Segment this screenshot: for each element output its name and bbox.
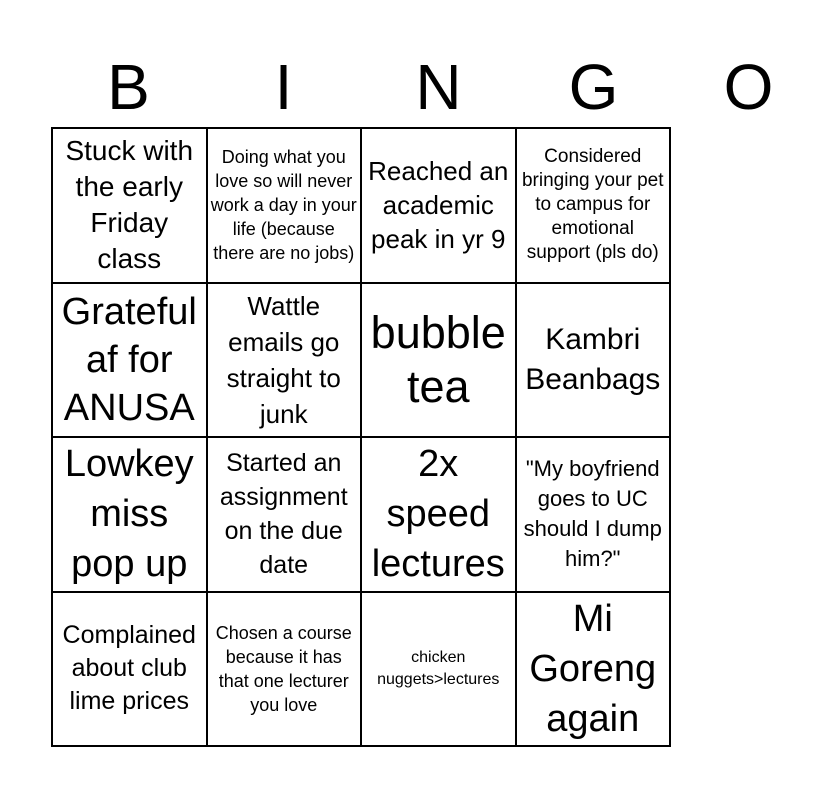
cell-text: 2x speed lectures xyxy=(371,443,505,586)
bingo-cell-r1c1[interactable] xyxy=(53,129,208,284)
cell-text: Mi Goreng again xyxy=(529,597,657,740)
bingo-cell-r3c1[interactable] xyxy=(53,438,208,593)
bingo-cell-r2c1[interactable] xyxy=(53,284,208,439)
bingo-cell-r3c4[interactable] xyxy=(517,438,672,593)
bingo-cell-r1c4[interactable] xyxy=(517,129,672,284)
cell-text: Complained about club lime prices xyxy=(62,621,196,716)
header-letter-i: I xyxy=(274,51,293,123)
bingo-cell-r1c3[interactable] xyxy=(362,129,517,284)
bingo-cell-r2c4[interactable] xyxy=(517,284,672,439)
cell-text: Stuck with the early Friday class xyxy=(65,135,194,275)
bingo-cell-r4c1[interactable] xyxy=(53,593,208,748)
cell-text: Considered bringing your pet to campus for emotional support (pls do) xyxy=(521,146,664,264)
bingo-header xyxy=(51,51,774,123)
cell-text: Started an assignment on the due date xyxy=(219,449,348,580)
cell-text: Doing what you love so will never work a day in your life (because there are no jobs) xyxy=(210,147,357,264)
bingo-cell-r3c3[interactable] xyxy=(362,438,517,593)
header-letter-o: O xyxy=(723,51,774,123)
cell-text: "My boyfriend goes to UC should I dump him?" xyxy=(523,456,662,572)
bingo-cell-r2c2[interactable] xyxy=(208,284,363,439)
header-letter-b: B xyxy=(107,51,150,123)
cell-text: Kambri Beanbags xyxy=(525,322,661,396)
bingo-cell-r4c3[interactable] xyxy=(362,593,517,748)
cell-text: chicken nuggets>lectures xyxy=(377,648,500,688)
cell-text: Lowkey miss pop up xyxy=(64,443,194,586)
bingo-cell-r4c4[interactable] xyxy=(517,593,672,748)
header-letter-n: N xyxy=(415,51,462,123)
bingo-cell-r4c2[interactable] xyxy=(208,593,363,748)
cell-text: Chosen a course because it has that one lecturer you love xyxy=(215,622,352,715)
header-letter-g: G xyxy=(568,51,619,123)
cell-text: Reached an academic peak in yr 9 xyxy=(368,156,509,255)
bingo-cell-r3c2[interactable] xyxy=(208,438,363,593)
cell-text: bubble tea xyxy=(370,306,506,412)
bingo-card xyxy=(51,127,671,747)
cell-text: Grateful af for ANUSA xyxy=(61,290,197,429)
bingo-cell-r1c2[interactable] xyxy=(208,129,363,284)
bingo-cell-r2c3[interactable] xyxy=(362,284,517,439)
cell-text: Wattle emails go straight to junk xyxy=(226,290,341,429)
